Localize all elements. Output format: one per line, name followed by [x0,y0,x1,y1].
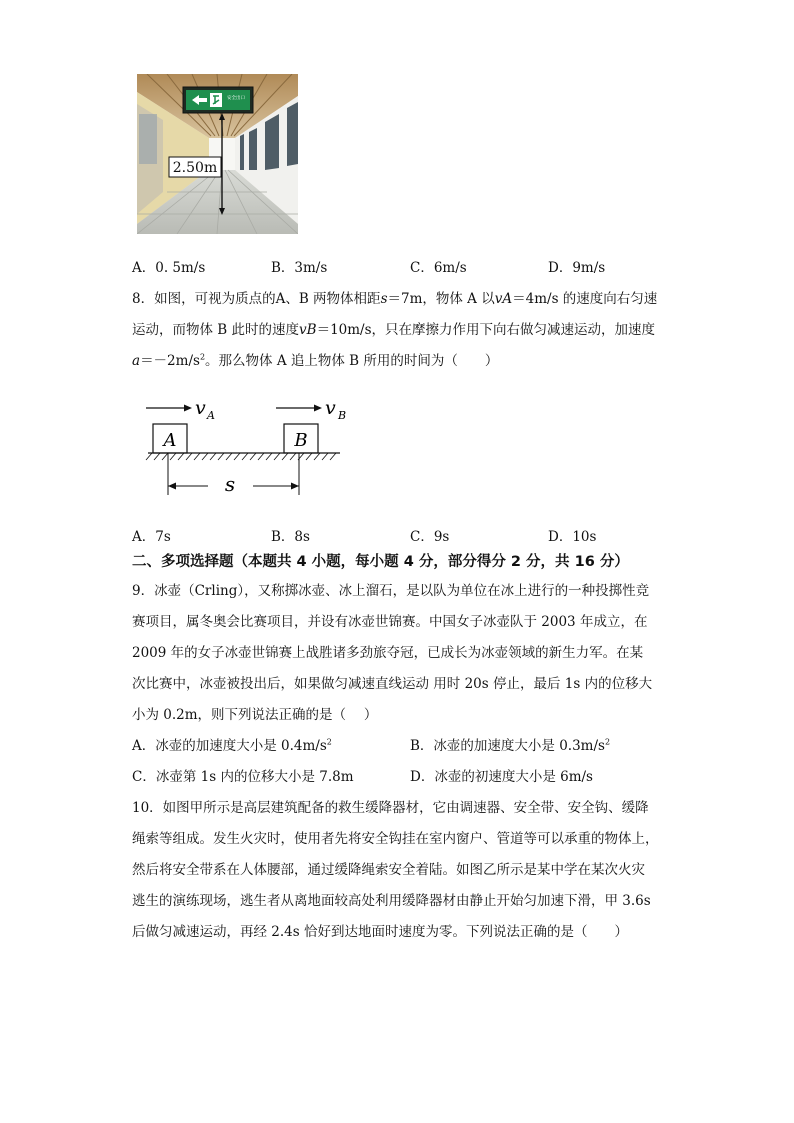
q7-option-d[interactable]: D．9m/s [548,260,606,276]
q7-option-b[interactable]: B．3m/s [271,260,328,276]
ground-hatching [146,453,336,460]
q7-option-c[interactable]: C．6m/s [410,260,467,276]
vb-label: v [325,397,336,419]
va-label: v [195,397,206,419]
q10-line-4: 逃生的演练现场，逃生者从离地面较高处利用缓降器材由静止开始匀加速下滑，甲 3.6s [132,893,651,909]
q8-line-3: $a=-2m/s^2$。那么物体 A 追上物体 B 所用的时间为（ ） [132,352,499,369]
dist-left-arrow-icon [168,483,176,490]
dist-right-arrow-icon [291,483,299,490]
vb-subscript: B [338,409,347,422]
q7-option-a[interactable]: A．0. 5m/s [132,260,206,276]
q9-option-b[interactable]: B．冰壶的加速度大小是 $0.3m/s^2$ [410,737,611,754]
q10-line-2: 绳索等组成。发生火灾时，使用者先将安全钩挂在室内窗户、管道等可以承重的物体上， [132,831,659,847]
measure-label: 2.50m [172,160,218,176]
q10-line-1: 10．如图甲所示是高层建筑配备的救生缓降器材，它由调速器、安全带、安全钩、缓降 [132,800,649,816]
corridor-photo [137,74,298,234]
va-arrow-icon [184,405,192,412]
q8-line-2: 运动，而物体 B 此时的速度vB＝10m/s，只在摩擦力作用下向右做匀减速运动，加速度 [132,322,656,338]
q8-option-c[interactable]: C．9s [410,529,450,545]
q9-option-c[interactable]: C．冰壶第 1s 内的位移大小是 7.8m [132,769,354,785]
q9-option-d[interactable]: D．冰壶的初速度大小是 6m/s [410,769,593,785]
motion-diagram [140,392,360,502]
block-a-label: A [163,430,177,451]
block-b-label: B [294,430,308,451]
corridor-illustration [137,74,298,234]
distance-label: s [224,472,236,496]
q9-line-4: 次比赛中，冰壶被投出后，如果做匀减速直线运动 用时 20s 停止，最后 1s 内的位移大 [132,676,653,692]
q9-line-3: 2009 年的女子冰壶世锦赛上战胜诸多劲旅夺冠，已成长为冰壶领域的新生力军。在某 [132,645,644,661]
exit-sign-text: 安全出口 [227,96,245,101]
va-subscript: A [207,409,215,422]
q8-option-a[interactable]: A．7s [132,529,171,545]
q8-diagram [140,392,360,502]
section-2-heading: 二、多项选择题（本题共 4 小题，每小题 4 分，部分得分 2 分，共 16 分） [132,554,629,570]
q8-option-b[interactable]: B．8s [271,529,310,545]
q8-option-d[interactable]: D．10s [548,529,597,545]
q10-line-3: 然后将安全带系在人体腰部，通过缓降绳索安全着陆。如图乙所示是某中学在某次火灾 [132,862,645,878]
q8-line-1: 8．如图，可视为质点的A、B 两物体相距s＝7m，物体 A 以vA＝4m/s 的速度向右匀速 [132,291,658,307]
vb-arrow-icon [314,405,322,412]
q9-line-1: 9．冰壶（Crling），又称掷冰壶、冰上溜石，是以队为单位在冰上进行的一种投掷性竞 [132,583,650,599]
q9-line-2: 赛项目，属冬奥会比赛项目，并设有冰壶世锦赛。中国女子冰壶队于 2003 年成立，在 [132,614,648,630]
q9-line-5: 小为 0.2m，则下列说法正确的是（ ） [132,707,378,723]
q10-line-5: 后做匀减速运动，再经 2.4s 恰好到达地面时速度为零。下列说法正确的是（ ） [132,924,628,940]
q9-option-a[interactable]: A．冰壶的加速度大小是 $0.4m/s^2$ [132,737,332,754]
